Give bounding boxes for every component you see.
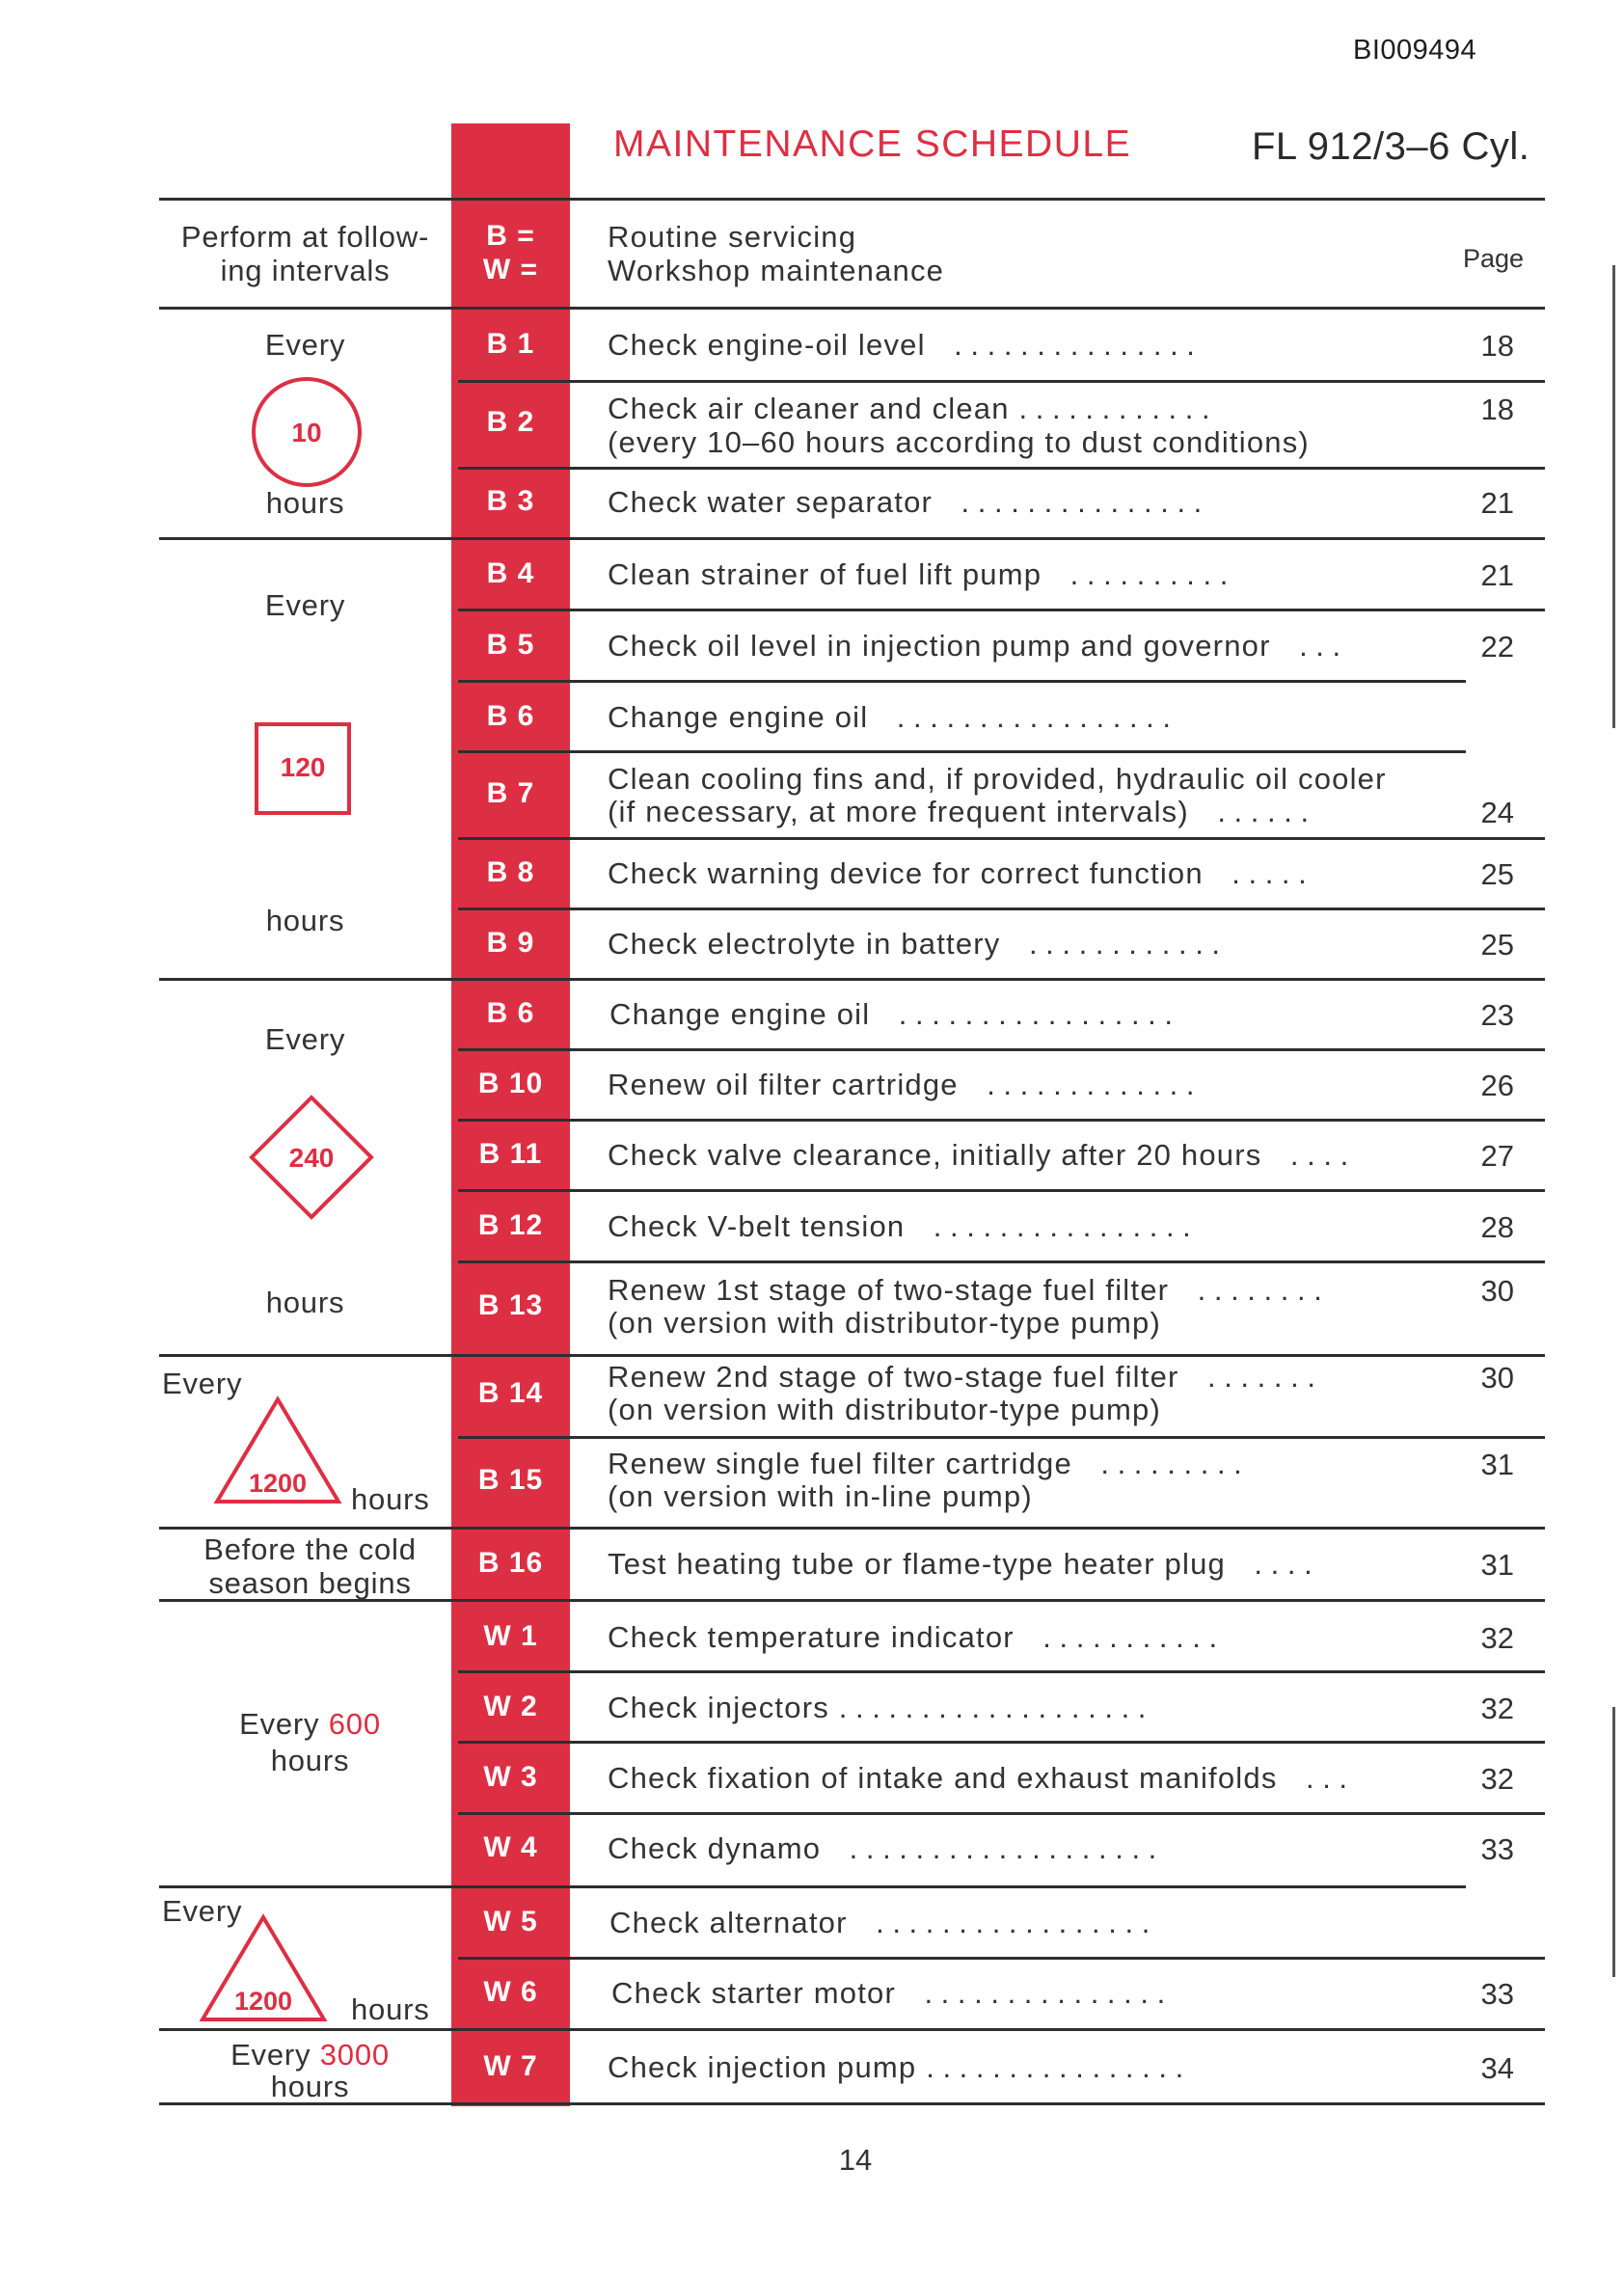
row-page: 31 <box>1480 1548 1514 1582</box>
row-description: Check water separator . . . . . . . . . . . . . . . <box>608 485 1203 519</box>
row-rule <box>458 1957 1545 1960</box>
row-code: B 16 <box>477 1547 544 1579</box>
row-rule <box>458 908 1545 910</box>
header-top-rule <box>159 198 1545 201</box>
row-rule <box>458 1048 1545 1051</box>
row-description: Renew 2nd stage of two-stage fuel filter . . . . . . . <box>608 1360 1315 1394</box>
row-code: B 6 <box>486 997 535 1029</box>
row-page: 18 <box>1480 393 1514 426</box>
row-rule <box>458 837 1545 840</box>
interval-hours-label: hours <box>351 1482 430 1516</box>
row-rule <box>458 1119 1545 1122</box>
row-description-note: (on version with in-line pump) <box>608 1479 1033 1513</box>
row-rule <box>458 1189 1545 1192</box>
row-code: B 7 <box>486 777 535 809</box>
row-description: Check dynamo . . . . . . . . . . . . . . . . . . . <box>608 1831 1157 1865</box>
triangle-symbol-value: 1200 <box>233 1987 293 2016</box>
row-description: Check injectors . . . . . . . . . . . . . . . . . . . <box>608 1691 1147 1724</box>
interval-hours-label: hours <box>265 904 345 937</box>
row-code: B 6 <box>486 700 535 732</box>
row-code: B 11 <box>478 1138 543 1170</box>
row-page: 34 <box>1480 2051 1514 2085</box>
row-description: Check V-belt tension . . . . . . . . . . . . . . . . <box>608 1209 1191 1243</box>
row-page: 32 <box>1480 1692 1514 1725</box>
row-description: Check injection pump . . . . . . . . . . . . . . . . <box>608 2050 1184 2084</box>
row-description: Check air cleaner and clean . . . . . . . . . . . . <box>608 392 1210 425</box>
interval-hours-label: hours <box>265 1286 345 1319</box>
interval-every-label: Every 3000 <box>230 2038 390 2072</box>
row-code: B 13 <box>477 1289 544 1321</box>
row-code: B 5 <box>486 629 535 661</box>
row-page: 31 <box>1480 1448 1514 1481</box>
row-code: B 12 <box>477 1209 544 1241</box>
w-key: W = <box>482 254 539 285</box>
w-key-description: Workshop maintenance <box>608 254 945 287</box>
row-page: 18 <box>1480 329 1514 363</box>
row-code: B 1 <box>486 328 535 360</box>
square-interval-symbol <box>255 722 353 817</box>
interval-every-label: Every <box>264 1022 346 1056</box>
triangle-interval-symbol <box>214 1396 341 1504</box>
document-id: BI009494 <box>1353 35 1477 66</box>
row-description: Change engine oil . . . . . . . . . . . . . . . . . <box>608 700 1172 734</box>
interval-hours-label: hours <box>270 1744 350 1777</box>
row-description-note: (on version with distributor-type pump) <box>608 1393 1162 1426</box>
row-code: W 7 <box>483 2050 538 2082</box>
b-key-description: Routine servicing <box>608 220 857 254</box>
row-rule <box>458 1812 1545 1815</box>
interval-every-label: Every <box>162 1894 243 1928</box>
row-code: W 3 <box>483 1761 538 1793</box>
page-title: MAINTENANCE SCHEDULE <box>613 123 1132 165</box>
row-page: 30 <box>1480 1274 1514 1308</box>
intervals-header-line1: Perform at follow- <box>180 220 430 254</box>
row-description: Renew oil filter cartridge . . . . . . . . . . . . . <box>608 1068 1195 1101</box>
row-page: 30 <box>1480 1361 1514 1395</box>
diamond-symbol-value: 240 <box>288 1143 335 1173</box>
row-description: Check temperature indicator . . . . . . . . . . . <box>608 1620 1218 1654</box>
binding-edge-mark <box>1612 1707 1615 1977</box>
cold-season-label-line2: season begins <box>208 1566 412 1600</box>
row-code: B 14 <box>477 1377 544 1409</box>
row-code: B 2 <box>486 406 535 438</box>
cold-season-label-line1: Before the cold <box>203 1532 417 1566</box>
row-page: 22 <box>1480 630 1514 664</box>
header-bottom-rule <box>159 307 1545 310</box>
row-page: 32 <box>1480 1762 1514 1796</box>
row-description: Test heating tube or flame-type heater plug . . . . <box>608 1547 1313 1581</box>
row-description: Change engine oil . . . . . . . . . . . . . . . . . <box>609 997 1174 1031</box>
group-rule <box>159 978 1545 981</box>
row-description-note: (if necessary, at more frequent intervals) . . . . . . <box>608 795 1310 828</box>
interval-every-label: Every <box>264 328 346 362</box>
diamond-interval-symbol <box>249 1095 374 1220</box>
row-description: Check electrolyte in battery . . . . . . . . . . . . <box>608 927 1221 961</box>
row-rule <box>458 750 1466 753</box>
triangle-symbol-value: 1200 <box>248 1469 308 1498</box>
group-rule <box>159 2028 1545 2031</box>
row-description-note: (every 10–60 hours according to dust conditions) <box>608 425 1310 459</box>
row-description: Check engine-oil level . . . . . . . . . . . . . . . <box>608 328 1195 362</box>
interval-every-label: Every 600 <box>239 1707 381 1741</box>
row-rule <box>458 1741 1545 1744</box>
row-page: 21 <box>1480 558 1514 592</box>
interval-every-label: Every <box>264 588 346 622</box>
group-rule <box>159 1527 1545 1530</box>
row-code: W 4 <box>483 1831 538 1863</box>
row-description: Clean strainer of fuel lift pump . . . . . . . . . . <box>608 557 1229 591</box>
row-rule <box>458 1670 1545 1673</box>
row-description: Check alternator . . . . . . . . . . . . . . . . . <box>609 1906 1150 1939</box>
row-code: B 3 <box>486 485 535 517</box>
row-code: W 6 <box>483 1976 538 2008</box>
row-code: B 10 <box>477 1068 544 1099</box>
row-page: 28 <box>1480 1210 1514 1244</box>
group-rule <box>159 1354 1545 1357</box>
row-code: B 8 <box>486 856 535 888</box>
binding-edge-mark <box>1612 265 1615 728</box>
row-rule <box>458 467 1545 470</box>
row-page: 25 <box>1480 928 1514 962</box>
row-code: W 5 <box>483 1906 538 1937</box>
row-description: Check warning device for correct function . . . . . <box>608 856 1307 890</box>
interval-hours-label: hours <box>270 2070 350 2103</box>
row-page: 27 <box>1480 1139 1514 1173</box>
b-key: B = <box>486 220 535 252</box>
circle-interval-symbol <box>249 374 365 490</box>
interval-every-label: Every <box>162 1367 243 1400</box>
engine-model: FL 912/3–6 Cyl. <box>1252 125 1530 168</box>
group-rule <box>159 537 1545 540</box>
group-rule <box>159 1885 1466 1888</box>
page-number: 14 <box>838 2143 873 2177</box>
row-code: W 2 <box>483 1691 538 1722</box>
row-rule <box>458 1260 1545 1263</box>
row-page: 33 <box>1480 1977 1514 2011</box>
row-page: 24 <box>1480 796 1514 829</box>
row-description: Renew single fuel filter cartridge . . . . . . . . . <box>608 1447 1242 1480</box>
row-page: 21 <box>1480 486 1514 520</box>
row-description-note: (on version with distributor-type pump) <box>608 1306 1162 1340</box>
row-rule <box>458 1436 1545 1439</box>
row-rule <box>458 680 1466 683</box>
page-column-header: Page <box>1462 244 1524 273</box>
row-page: 33 <box>1480 1832 1514 1866</box>
row-code: B 9 <box>486 927 535 959</box>
row-description: Check fixation of intake and exhaust manifolds . . . <box>608 1761 1348 1795</box>
row-description: Clean cooling fins and, if provided, hydraulic oil cooler <box>608 762 1387 796</box>
row-page: 26 <box>1480 1069 1514 1102</box>
row-page: 32 <box>1480 1621 1514 1655</box>
square-symbol-value: 120 <box>280 752 326 782</box>
triangle-interval-symbol <box>200 1914 327 2022</box>
row-code: B 4 <box>486 557 535 589</box>
interval-hours-label: hours <box>351 1992 430 2026</box>
row-page: 25 <box>1480 857 1514 891</box>
intervals-header-line2: ing intervals <box>220 254 391 287</box>
row-description: Check valve clearance, initially after 20 hours . . . . <box>608 1138 1349 1172</box>
circle-symbol-value: 10 <box>291 418 322 447</box>
interval-hours-label: hours <box>265 486 345 520</box>
row-description: Check oil level in injection pump and governor . . . <box>608 629 1341 663</box>
row-description: Check starter motor . . . . . . . . . . . . . . . <box>611 1976 1166 2010</box>
row-rule <box>458 609 1545 611</box>
row-rule <box>458 380 1545 383</box>
row-code: B 15 <box>477 1464 544 1496</box>
row-code: W 1 <box>483 1620 538 1652</box>
row-description: Renew 1st stage of two-stage fuel filter . . . . . . . . <box>608 1273 1322 1307</box>
row-page: 23 <box>1480 998 1514 1032</box>
